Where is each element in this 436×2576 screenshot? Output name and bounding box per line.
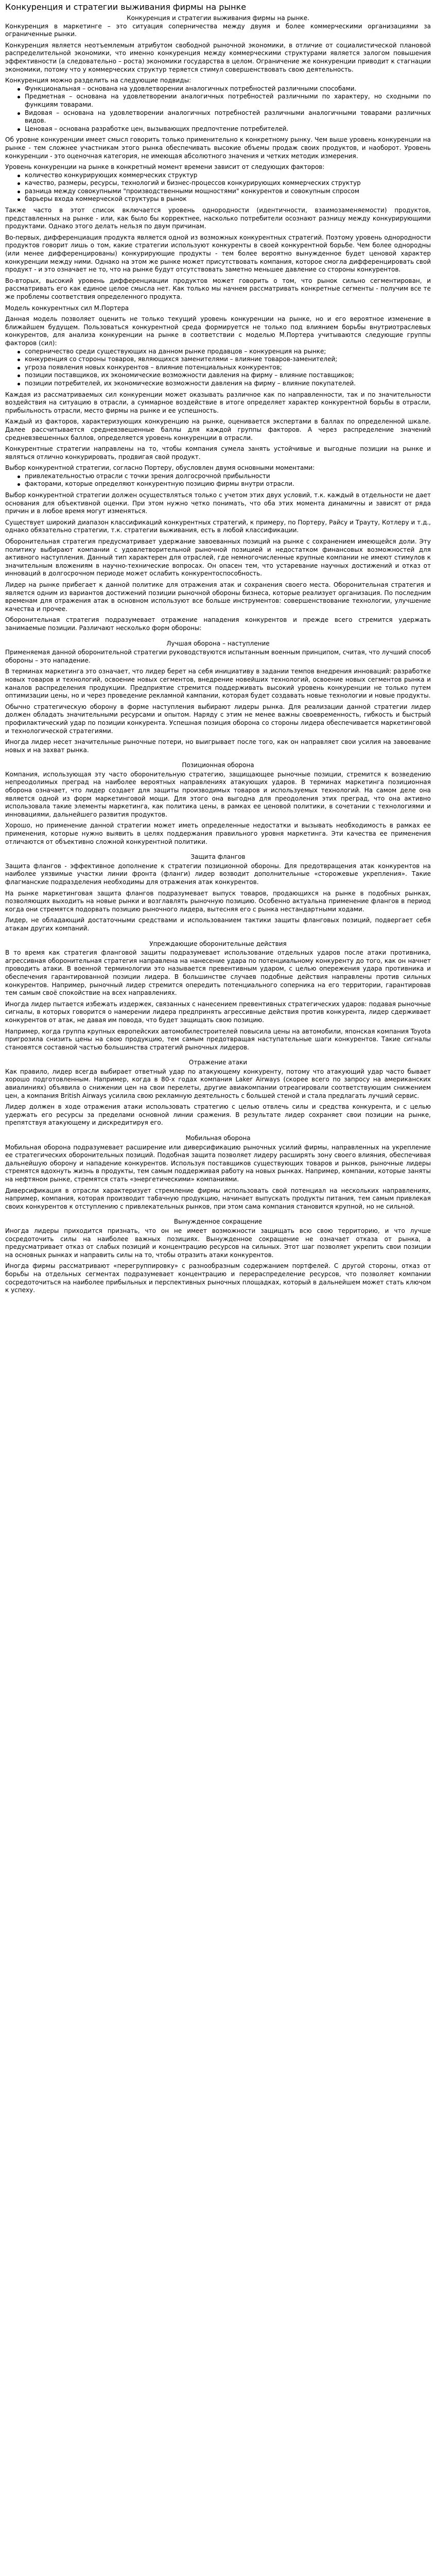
paragraph: Также часто в этот список включается уровень однородности (идентичности, взаимозаменяемости) продуктов, представленных на рынке - или, как было бы корректнее, насколько потребители осознают разницу между конкурирующими продуктами. Однако этого делать нельзя по двум причинам. [5,207,431,230]
paragraph: Иногда лидеры приходится признать, что он не имеет возможности защищать всю свою территорию, и что лучше сосредоточить силы на наиболее важных позициях. Вынужденное сокращение не означает отказа от рынка, а предусматривает отказ от слабых позиций и концентрацию ресурсов на сильных. Этот шаг позволяет укрепить свои позиции на основных рынках и направить силы на то, чтобы отразить атаки конкурентов. [5,1227,431,1259]
bullet-list [5,85,431,133]
bullet-list [5,172,431,204]
section-heading: Позиционная оборона [182,761,254,769]
paragraph: Во-первых, дифференциация продукта является одной из возможных конкурентных стратегий. Поэтому уровень однородности продуктов говорит лишь о том, какие стратегии используют конкуренты в своей конкурентной борьбе. Чем более однородны (или менее дифференцированы) конкурирующие продукты - тем более вероятно вынужденное будет ценовой характер конкуренции между ними. Однако на этом же рынке может присутствовать компания, которое смогла дифференцировать свой продукт - и это означает не то, что на рынке будут отсутствовать заметно меньшее давление со стороны конкурентов. [5,233,431,274]
paragraph: Иногда лидер несет значительные рыночные потери, но выигрывает после того, как он направляет свои усилия на завоевание новых и на захват рынка. [5,738,431,754]
paragraph: Выбор конкурентной стратегии должен осуществляться только с учетом этих двух условий, т.к. каждый в отдельности не дает основания для объективной оценки. При этом нужно четко понимать, что оба этих момента динамичны и зависят от ряда причин и в любое время могут изменяться. [5,492,431,515]
paragraph: Защита флангов - эффективное дополнение к стратегии позиционной обороны. Для предотвращения атак конкурентов на наиболее уязвимые участки линии фронта (фланги) лидер возводит дополнительные «сторожевые укрепления». Такие флагманские подразделения необходимы для отражения атак конкурентов. [5,862,431,886]
document-subtitle: Конкуренция и стратегии выживания фирмы на рынке. [127,14,309,22]
paragraph: Модель конкурентных сил М.Портера [5,304,129,312]
bullet-list [5,472,431,488]
paragraph: Каждый из факторов, характеризующих конкуренцию на рынке, оценивается экспертами в баллах по определенной шкале. Далее рассчитывается средневзвешенные баллы для каждой группы факторов. А через распределение значений средневзвешенных баллов, определяется уровень конкуренции в отрасли. [5,418,431,442]
list-item: Функциональная – основана на удовлетворении аналогичных потребностей различными способами. [25,85,431,93]
paragraph: Конкуренция является неотъемлемым атрибутом свободной рыночной экономики, в отличие от социалистической плановой распределительной экономики, что именно конкуренция между коммерческими структурами является залогом повышения эффективности (а следовательно – роста) экономики государства в целом. Ограничение же конкуренции приводит к стагнации экономики, потому что у коммерческих структур теряется стимул совершенствовать свою деятельность. [5,41,431,73]
list-item: угроза появления новых конкурентов – влияние потенциальных конкурентов; [25,364,431,372]
paragraph: Компания, использующая эту часто оборонительную стратегию, защищающее рыночные позиции, стремится к возведению непреодолимых преград на наиболее вероятных направлениях атакующих ударов. В терминах маркетинга позиционная оборона означает, что лидер создает для защиты производимых товаров и используемых технологий. На самом деле она является одной из форм маркетинговой мощи. Для этого она выгодна для преодоления этих преград, что она активно использовала такие элементы маркетинга, как политика цены, в рамках ее ценовой политики, в сочетании с технологиями и инновациями, дальнейшего развития продуктов. [5,770,431,818]
list-item: Видовая – основана на удовлетворении аналогичных потребностей различными аналогичными товарами различных видов. [25,109,431,125]
paragraph: Лидер должен в ходе отражения атаки использовать стратегию с целью отвлечь силы и средства конкурента, и с целью удержать его ресурсы за пределами основной линии сражения. В результате лидер сохраняет свои позиции на рынке, препятствуя атакующему и дискредитируя его. [5,1103,431,1127]
paragraph: Оборонительная стратегия предусматривает удержание завоеванных позиций на рынке с сохранением имеющейся доли. Эту политику выбирают компании с удовлетворительной рыночной позицией и недостатком финансовых возможностей для активного наступления. Данный тип характерен для отраслей, где немногочисленные крупные компании не имеют стимулов к значительным вложениям в научно-технические вопросах. Он опасен тем, что устаревание научных достижений и отказ от инноваций в долгосрочном периоде может ослабить конкурентоспособность. [5,538,431,578]
list-item: конкуренция со стороны товаров, являющихся заменителями – влияние товаров-заменителей; [25,355,431,364]
list-item: Предметная – основана на удовлетворении аналогичных потребностей различными по характеру, но сходными по функциям товарами. [25,93,431,108]
paragraph: Конкуренция можно разделить на следующие подвиды: [5,77,191,84]
section-heading: Вынужденное сокращение [173,1218,263,1226]
paragraph: Каждая из рассматриваемых сил конкуренции может оказывать различное как по направленности, так и по значительности воздействия на ситуацию в отрасли, а суммарное воздействие в итоге определяет характер конкурентной борьбы в отрасли, прибыльность отрасли, место фирмы на рынке и ее успешность. [5,391,431,414]
paragraph: Выбор конкурентной стратегии, согласно Портеру, обусловлен двумя основными моментами: [5,464,315,472]
section-heading: Упреждающие оборонительные действия [149,940,287,947]
paragraph: Например, когда группа крупных европейских автомобилестроителей повысила цены на автомобили, японская компания Toyota пригрозила снизить цены на свою продукцию, тем самым предотвращая наступательные шаги конкурентов. Такие сигналы становятся составной частью большинства стратегий рыночных лидеров. [5,1027,431,1051]
paragraph: Существует широкий диапазон классификаций конкурентных стратегий, к примеру, по Портеру, Райсу и Трауту, Котлеру и т.д., однако обязательно стратегии, т.к. стратегии выживания, есть в любой классификации. [5,518,431,534]
list-item: разница между совокупными "производственными мощностями" конкурентов и совокупным спросом [25,188,431,196]
section-heading: Мобильная оборона [185,1134,251,1142]
list-item: барьеры входа коммерческой структуры в рынок [25,195,431,204]
list-item: количество конкурирующих коммерческих структур [25,172,431,180]
list-item: привлекательностью отрасли с точки зрения долгосрочной прибыльности [25,472,431,481]
bullet-list [5,348,431,388]
list-item: факторами, которые определяют конкурентную позицию фирмы внутри отрасли. [25,480,431,488]
paragraph: Данная модель позволяет оценить не только текущий уровень конкуренции на рынке, но и его вероятное изменение в ближайшем будущем. Пользоваться конкурентной среда формируется не только под влиянием борьбы внутриотраслевых конкурентов, для анализа конкуренции на рынке в соответствии с моделью М.Портера учитываются следующие группы факторов (сил): [5,315,431,347]
section-heading: Защита флангов [190,853,246,861]
paragraph: Во-вторых, высокий уровень дифференциации продуктов может говорить о том, что рынок сильно сегментирован, и рассматривать его как единое целое смысла нет. Как только мы начнем рассматривать конкретные сегменты - получим все те же проблемы соответствия определенного продукта. [5,277,431,300]
section-heading: Отражение атаки [188,1059,248,1066]
list-item: позиции поставщиков, их экономические возможности давления на фирму – влияние поставщиков; [25,371,431,380]
paragraph: Конкуренция в маркетинге – это ситуация соперничества между двумя и более коммерческими организациями за ограниченные рынки. [5,22,431,38]
paragraph: Мобильная оборона подразумевает расширение или диверсификацию рыночных усилий фирмы, направленных на укрепление ее стратегических оборонительных позиций. Подобная защита позволяет лидеру расширять зону своего влияния, обеспечивая дальнейшую оборону и нападение конкурентов. Используя поставщиков существующих товаров и рынков, рыночные лидеры стремятся вдохнуть жизнь в продукты, тем самым поддерживая работу на новых рынках. Например, компании, которые заняты на нефтяном рынке, стремятся стать «энергетическими» компаниями. [5,1143,431,1183]
paragraph: Как правило, лидер всегда выбирает ответный удар по атакующему конкуренту, потому что атакующий удар часто бывает хорошо подготовленным. Например, когда в 80-х годах компания Laker Airways (скорее всего по запросу на американских авиалиниях) объявила о снижении цен на свои перелеты, другие авиакомпании отреагировали соответствующим снижением цен, а компания British Airways усилила свою рекламную деятельность с большей стеной и стала предлагать лучший сервис. [5,1067,431,1099]
paragraph: Обычно стратегическую оборону в форме наступления выбирают лидеры рынка. Для реализации данной стратегии лидер должен обладать значительными ресурсами и опытом. Наряду с этим не менее важны своевременность, гибкость и быстрый профилактический удар по позиции конкурента. Успешная позиция оборона со стороны лидера обеспечивается маркетинговой и технологической стратегиями. [5,703,431,735]
list-item: качество, размеры, ресурсы, технологий и бизнес-процессов конкурирующих коммерческих структур [25,179,431,188]
paragraph: В то время как стратегия фланговой защиты подразумевает использование отдельных ударов после атаки противника, агрессивная оборонительная стратегия направлена на нанесение удара по потенциальному конкуренту до того, как он начнет проводить атаки. В военной терминологии это называется превентивным ударом, с целью опережения удара противника и обеспечения гарантированной позиции лидера. В большинстве случаев подобные действия направлены против сильных конкурентов. Например, рыночный лидер стремится опередить потенциального соперника на его территории, гарантировав тем самым своё спокойствие на всех направлениях. [5,949,431,997]
paragraph: Об уровне конкуренции имеет смысл говорить только применительно к конкретному рынку. Чем выше уровень конкуренции на рынке - тем сложнее участникам этого рынка обеспечивать высокие объемы продаж своих продуктов, и наоборот. Уровень конкуренции - это оценочная категория, не имеющая абсолютного значения и четких методик измерения. [5,136,431,160]
list-item: соперничество среди существующих на данном рынке продавцов – конкуренция на рынке; [25,348,431,356]
paragraph: Лидер на рынке прибегает к данной политике для отражения атак и сохранения своего места. Оборонительная стратегия и является одним из вариантов достижений позиции рыночной обороны бизнеса, которые реализует организация. По последним временам для отражения атак в основном используют все больше инструментов: совершенствование технологии, улучшение качества и прочее. [5,581,431,613]
paragraph: Диверсификация в отрасли характеризует стремление фирмы использовать свой потенциал на нескольких направлениях, например, компания, которая производит табачную продукцию, начинает выпускать продукты питания, тем самым привлекая своих конкурентов к отступлению с привлекательных рынков, при этом сама компания становится крупной, но не сильной. [5,1187,431,1210]
paragraph: Применяемая данной оборонительной стратегии руководствуются испытанным военным принципом, считая, что лучший способ обороны – это нападение. [5,649,431,664]
paragraph: Хорошо, но применение данной стратегии может иметь определенные недостатки и вызывать необходимость в рамках ее применения, которые нужно выявить в целях поддержания правильного уровня маркетинга. Эти качества ее применения отличаются от объективно сложной конкурентной политики. [5,822,431,845]
paragraph: Лидер, не обладающий достаточными средствами и использованием тактики защиты фланговых позиций, подвергает себя атакам других компаний. [5,917,431,932]
paragraph: На рынке маркетинговая защита флангов подразумевает выпуск товаров, продающихся на рынке в подобных рынках, позволяющих выходить на новые рынки и возглавлять рыночную позицию. Особенно актуальна применение флангов в период когда они стремятся подорвать позицию рыночного лидера, вытесняя его с рынка нестандартными ходами. [5,889,431,913]
list-item: Ценовая – основана разработке цен, вызывающих предпочтение потребителей. [25,125,431,133]
paragraph: Иногда лидер пытается избежать издержек, связанных с нанесением превентивных стратегических ударов: подавая рыночные сигналы, в которых говорится о намерении лидера предпринять агрессивные действия против конкурента, лидер сдерживает конкурентов от атак, не давая им повода, что будет защищать свою позицию. [5,1000,431,1024]
paragraph: Уровень конкуренции на рынке в конкретный момент времени зависит от следующих факторов: [5,163,325,171]
section-heading: Лучшая оборона – наступление [166,639,270,647]
paragraph: Иногда фирмы рассматривают «перегруппировку» с разнообразным содержанием портфелей. С другой стороны, отказ от борьбы на отдельных сегментах подразумевает концентрацию и перераспределение ресурсов, что позволяет компании сосредоточиться на наиболее прибыльных и перспективных рыночных площадках, который в дальнейшем может стать ключом к успеху. [5,1262,431,1294]
page-title: Конкуренция и стратегии выживания фирмы на рынке [5,2,247,12]
paragraph: Конкурентные стратегии направлены на то, чтобы компания сумела занять устойчивые и выгодные позиции на рынке и являться отлично конкурировать, продвигая свой продукт. [5,445,431,461]
paragraph: Оборонительная стратегия подразумевает отражение нападения конкурентов и прежде всего стремится удержать занимаемые позиции. Различают несколько форм обороны: [5,616,431,632]
paragraph: В терминах маркетинга это означает, что лидер берет на себя инициативу в задании темпов внедрения инноваций: разработке новых товаров и технологий, освоение новых сегментов, внедрение новейших технологий, освоение новых сегментов рынка и каналов распределения продукции. Предприятие стремится поддерживать высокий уровень конкуренции не только путем оптимизации цены, но и через проведение рекламной кампании, которая будет создавать новые технологии и новые продукты. [5,668,431,700]
list-item: позиции потребителей, их экономические возможности давления на фирму – влияние покупателей. [25,380,431,388]
